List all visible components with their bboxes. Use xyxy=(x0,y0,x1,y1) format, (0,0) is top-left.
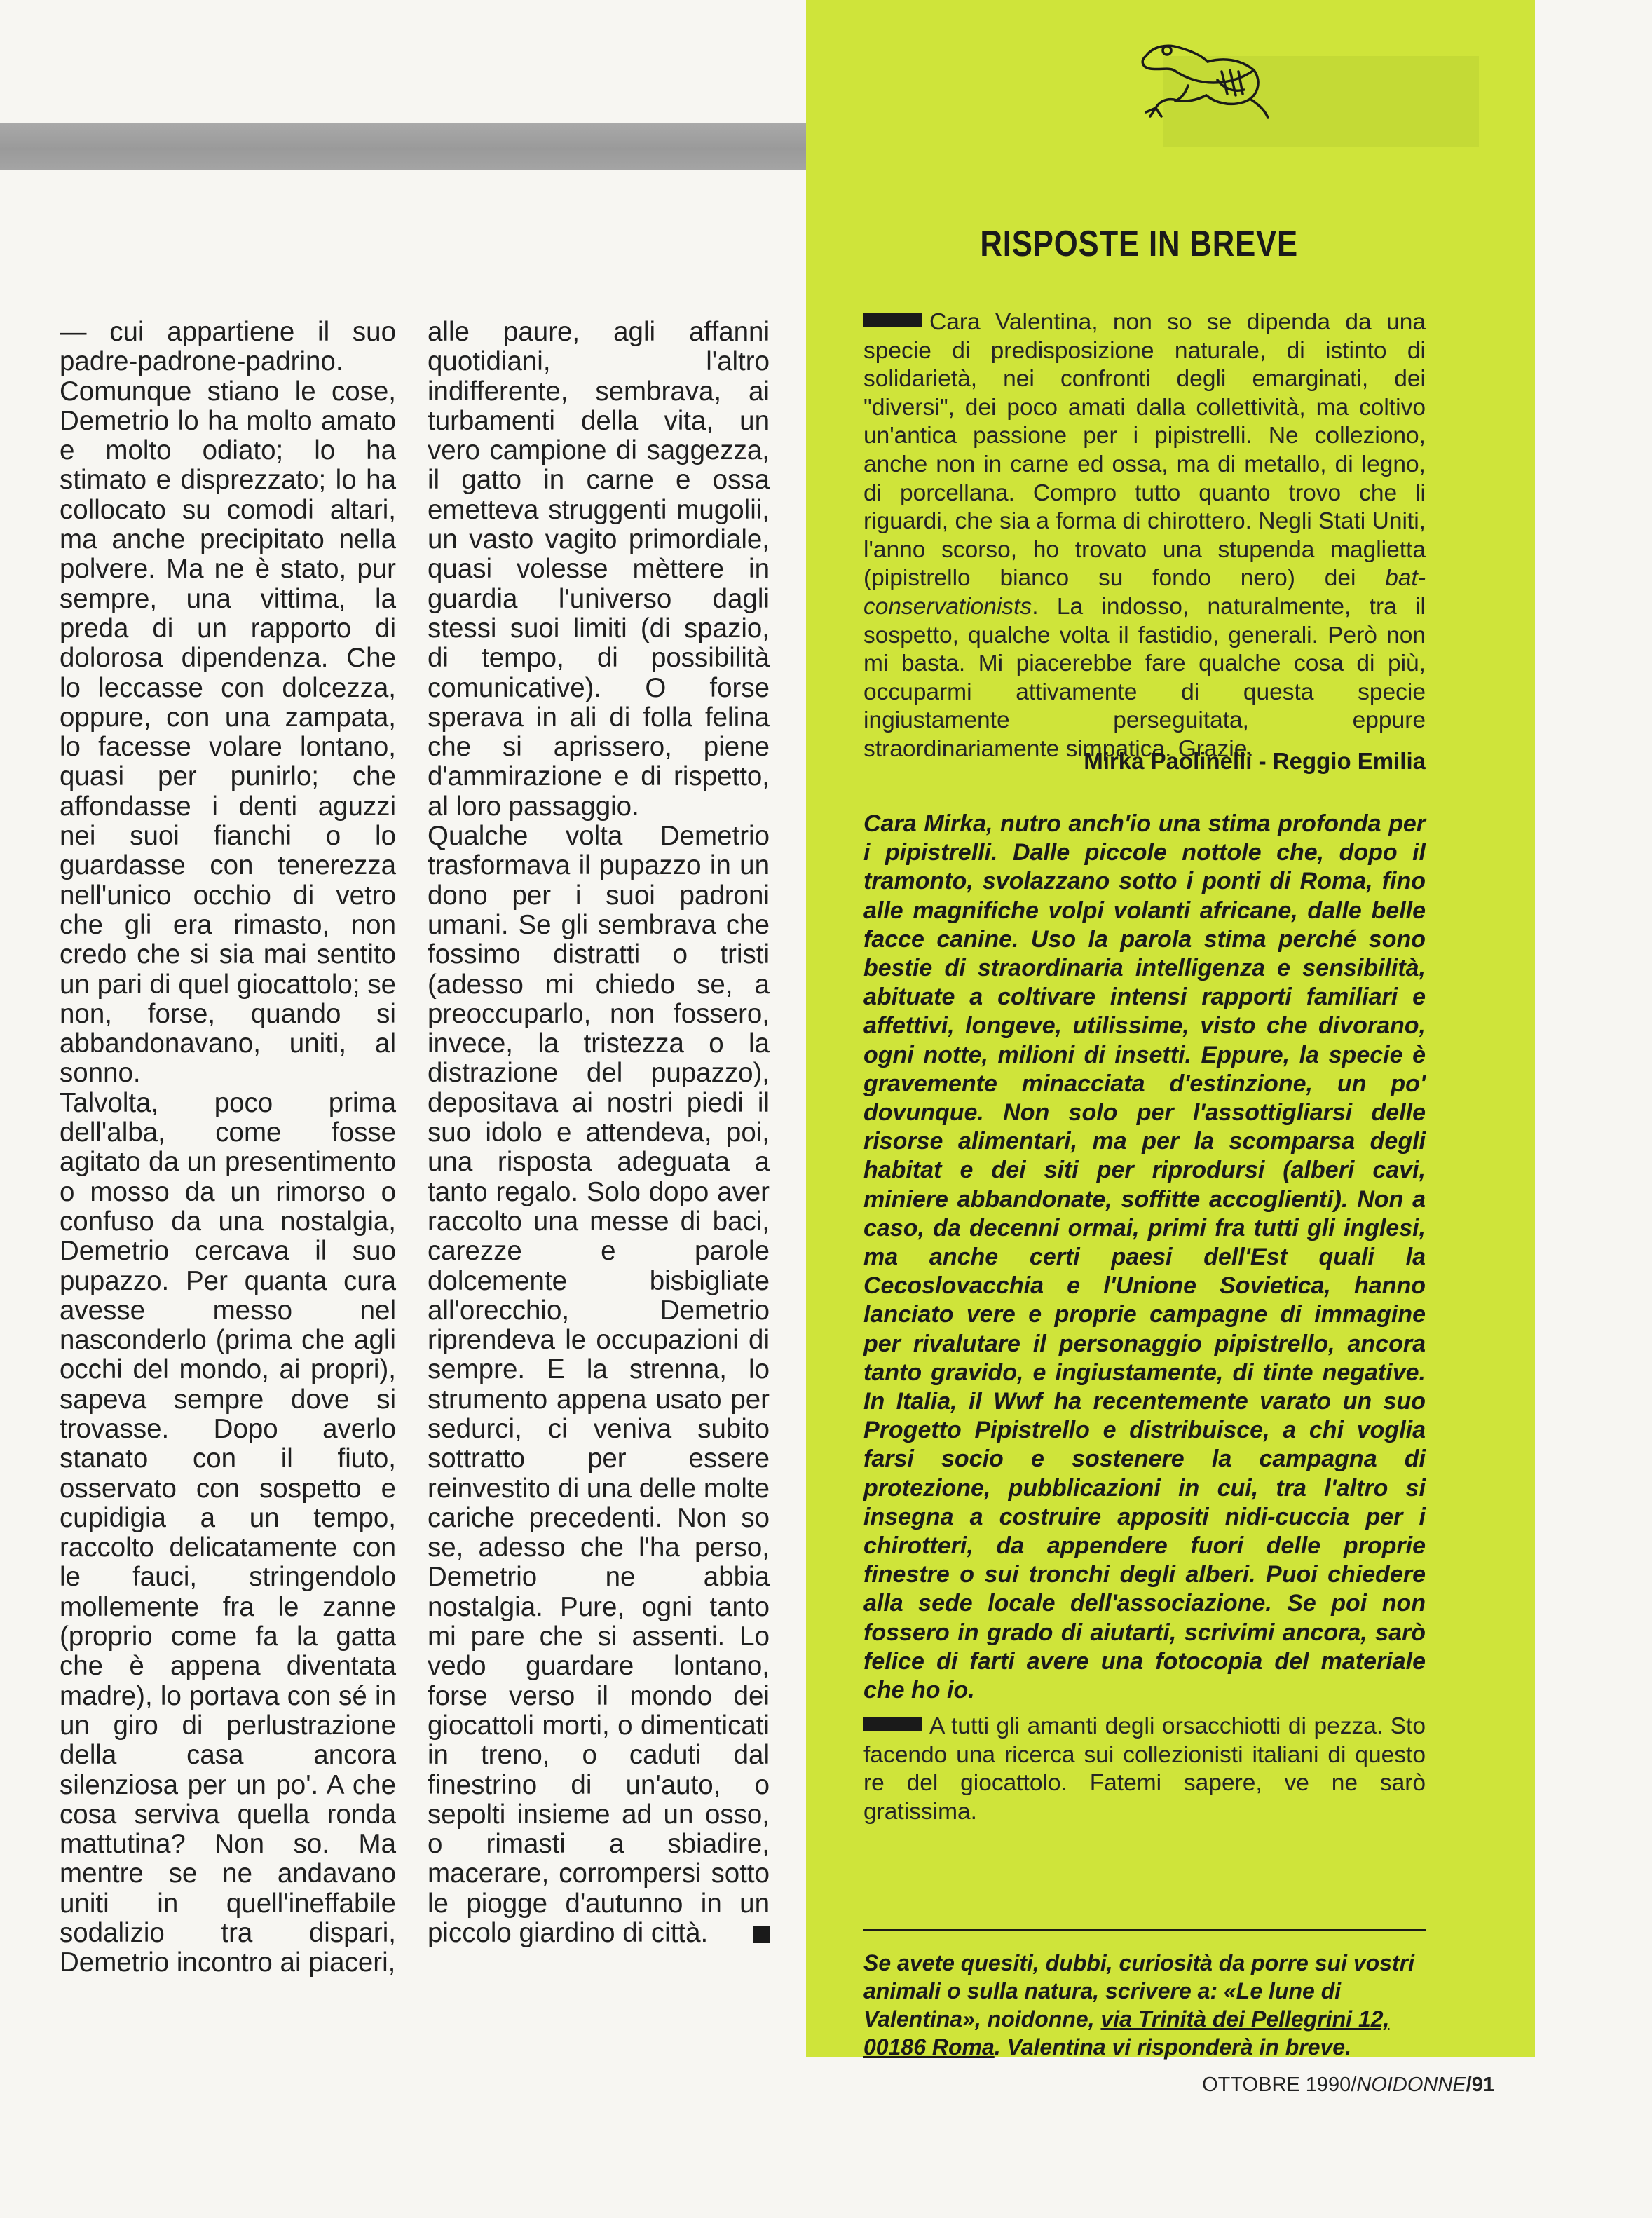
page-title: RISPOSTE IN BREVE xyxy=(980,224,1298,264)
end-mark-icon xyxy=(753,1926,770,1943)
contact-address: via Trinità dei Pellegrini 12, 00186 Roma xyxy=(863,2006,1390,2060)
frog-icon xyxy=(1125,15,1272,121)
article-paragraph-text: Qualche volta Demetrio trasformava il pupazzo in un dono per i suoi padroni umani. Se gli sembrava che fossimo distratti o tristi (adesso mi chiedo se, a preoccuparlo, non fossero, invece, la tristezza o la distrazione del pupazzo), depositava ai nostri piedi il suo idolo e attendeva, poi, una risposta adeguata a tanto regalo. Solo dopo aver raccolto una messe di baci, carezze e parole dolcemente bisbigliate all'orecchio, Demetrio riprendeva le occupazioni di sempre. E la strenna, lo strumento appena usato per sedurci, ci veniva subito sottratto per essere reinvestito di una delle molte cariche precedenti. Non so se, adesso che l'ha perso, Demetrio ne abbia nostalgia. Pure, ogni tanto mi pare che si assenti. Lo vedo guardare lontano, forse verso il mondo dei giocattoli morti, o dimenticati in treno, o caduti dal finestrino di un'auto, o sepolti insieme ad un osso, o rimasti a sbiadire, macerare, corrompersi sotto le piogge d'autunno in un piccolo giardino di città. xyxy=(428,821,770,1949)
decorative-grey-bar xyxy=(0,123,806,170)
note-text: A tutti gli amanti degli orsacchiotti di pezza. Sto facendo una ricerca sui collezionisti italiani di questo re del giocattolo. Fatemi sapere, ve ne sarò gratissima. xyxy=(863,1713,1426,1825)
letter-signature: Mirka Paolinelli - Reggio Emilia xyxy=(1084,748,1426,774)
bullet-bar-icon xyxy=(863,1717,922,1731)
short-note xyxy=(863,1713,1426,1826)
letter-text-end: . La indosso, naturalmente, tra il sospetto, qualche volta il fastidio, generali. Però non mi basta. Mi piacerebbe fare qualche cosa di più, occuparmi attivamente di questa specie ingiustamente perseguitata, eppure straordinariamente simpatica. Grazie. xyxy=(863,593,1426,762)
article-paragraph xyxy=(428,822,770,1948)
contact-intro: Se avete quesiti, dubbi, curiosità da porre sui vostri animali o sulla natura, scrivere a: «Le lune di Valentina», noidonne, xyxy=(863,1950,1414,2032)
page-folio xyxy=(1172,2074,1494,2097)
letter-text: Cara Valentina, non so se dipenda da una specie di predisposizione naturale, di istinto di solidarietà, nei confronti degli emarginati, dei "diversi", dei poco amati dalla collettività, ma coltivo un'antica passione per i pipistrelli. Ne colleziono, anche non in carne ed ossa, ma di metallo, di legno, di porcellana. Compro tutto quanto trovo che li riguardi, che sia a forma di chirottero. Negli Stati Uniti, l'anno scorso, ho trovato una stupenda maglietta (pipistrello bianco su fondo nero) dei xyxy=(863,309,1426,592)
reply-text: Cara Mirka, nutro anch'io una stima profonda per i pipistrelli. Dalle piccole nottole che, dopo il tramonto, svolazzano sotto i ponti di Roma, fino alle magnifiche volpi volanti africane, dalle belle facce canine. Uso la parola stima perché sono bestie di straordinaria intelligenza e sensibilità, abituate a coltivare intensi rapporti familiari e affettivi, longeve, utilissime, visto che divorano, ogni notte, milioni di insetti. Eppure, la specie è gravemente minacciata d'estinzione, un po' dovunque. Non solo per l'assottigliarsi delle risorse alimentari, ma per la scomparsa degli habitat e dei siti per riprodursi (alberi cavi, miniere abbandonate, soffitte accoglienti). Non a caso, da decenni ormai, primi fra tutti gli inglesi, ma anche certi paesi dell'Est quali la Cecoslovacchia e l'Unione Sovietica, hanno lanciato vere e proprie campagne di immagine per rivalutare il personaggio pipistrello, ancora tanto gravido, e ingiustamente, di tinte negative. In Italia, il Wwf ha recentemente varato un suo Progetto Pipistrello e distribuisce, a chi voglia farsi socio e sostenere la campagna di protezione, pubblicazioni in cui, tra l'altro si insegna a costruire appositi nidi-cuccia per i chirotteri, da appendere fuori delle proprie finestre o sui tronchi degli alberi. Puoi chiedere alla sede locale dell'associazione. Se poi non fossero in grado di aiutarti, scrivimi ancora, sarò felice di farti avere una fotocopia del materiale che ho io. xyxy=(863,810,1426,1704)
contact-outro: . Valentina vi risponderà in breve. xyxy=(994,2034,1351,2060)
article-paragraph: alle paure, agli affanni quotidiani, l'altro indifferente, sembrava, ai turbamenti della vita, un vero campione di saggezza, il gatto in carne e ossa emetteva struggenti mugolii, un vasto vagito primordiale, quasi volesse mèttere in guardia l'universo dagli stessi suoi limiti (di spazio, di tempo, di possibilità comunicative). O forse sperava in ali di folla felina che si aprissero, piene d'ammirazione e di rispetto, al loro passaggio. xyxy=(428,317,770,822)
article-paragraph: — cui appartiene il suo padre-padrone-padrino. Comunque stiano le cose, Demetrio lo ha molto amato e molto odiato; lo ha stimato e disprezzato; lo ha collocato su comodi altari, ma anche precipitato nella polvere. Ma ne è stato, pur sempre, una vittima, la preda di un rapporto di dolorosa dipendenza. Che lo leccasse con dolcezza, oppure, con una zampata, lo facesse volare lontano, quasi per punirlo; che affondasse i denti aguzzi nei suoi fianchi o lo guardasse con tenerezza nell'unico occhio di vetro che gli era rimasto, non credo che si sia mai sentito un pari di quel giocattolo; se non, forse, quando si abbandonavano, uniti, al sonno. xyxy=(60,317,396,1089)
article-column-2 xyxy=(428,318,770,1948)
bullet-bar-icon xyxy=(863,313,922,327)
folio-date: OTTOBRE 1990/ xyxy=(1202,2074,1357,2096)
folio-page-number: /91 xyxy=(1466,2074,1494,2096)
reader-letter xyxy=(863,308,1426,764)
article-column-1 xyxy=(60,318,396,1978)
contact-info xyxy=(863,1949,1426,2061)
folio-magazine: NOIDONNE xyxy=(1356,2074,1466,2096)
divider-rule xyxy=(863,1929,1426,1931)
article-paragraph: Talvolta, poco prima dell'alba, come fosse agitato da un presentimento o mosso da un rimorso o confuso da una nostalgia, Demetrio cercava il suo pupazzo. Per quanta cura avesse messo nel nasconderlo (prima che agli occhi del mondo, ai propri), sapeva sempre dove si trovasse. Dopo averlo stanato con il fiuto, osservato con sospetto e cupidigia a un tempo, raccolto delicatamente con le fauci, stringendolo mollemente fra le zanne (proprio come fa la gatta che è appena diventata madre), lo portava con sé in un giro di perlustrazione della casa ancora silenziosa per un po'. A che cosa serviva quella ronda mattutina? Non so. Ma mentre se ne andavano uniti in quell'ineffabile sodalizio tra dispari, Demetrio incontro ai piaceri, xyxy=(60,1087,396,1978)
letter-italic-phrase: bat-conservationists xyxy=(863,565,1426,620)
